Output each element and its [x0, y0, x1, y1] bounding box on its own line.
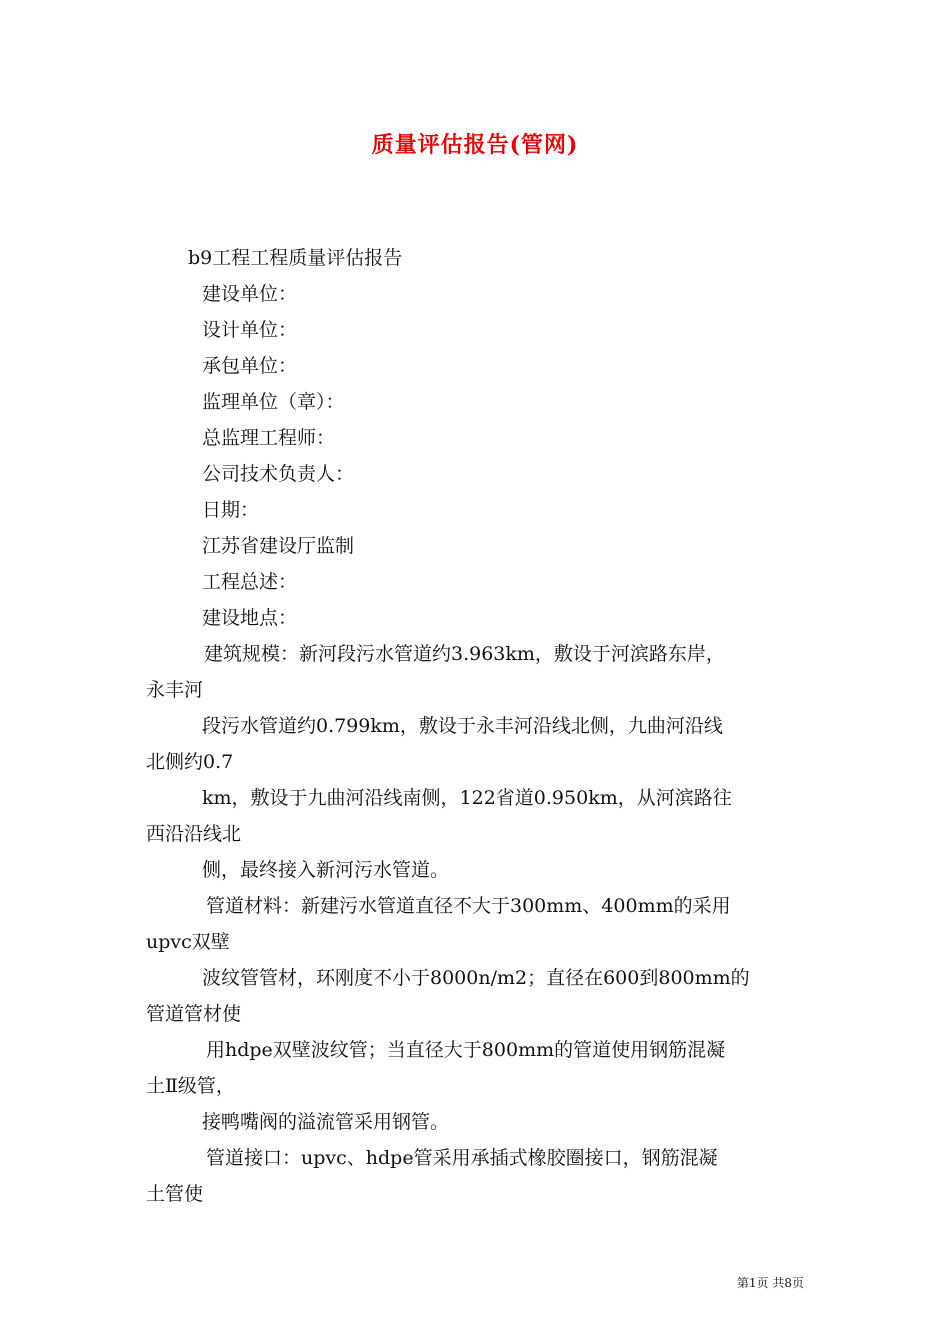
- document-title: 质量评估报告(管网): [371, 132, 579, 158]
- scale-paragraph-wrap: 永丰河: [146, 679, 204, 701]
- construction-unit-field: 建设单位：: [202, 283, 298, 305]
- design-unit-field: 设计单位：: [202, 319, 298, 341]
- material-paragraph-wrap: 管道管材使: [146, 1003, 242, 1025]
- document-body: [146, 240, 806, 1212]
- issuer-line: 江苏省建设厅监制: [202, 535, 355, 557]
- material-paragraph-wrap: upvc双壁: [146, 931, 230, 953]
- supervision-unit-field: 监理单位（章）：: [202, 391, 345, 413]
- chief-supervisor-field: 总监理工程师：: [202, 427, 336, 449]
- joint-paragraph-line: 管道接口：upvc、hdpe管采用承插式橡胶圈接口，钢筋混凝: [206, 1147, 718, 1169]
- material-paragraph-line: 用hdpe双壁波纹管；当直径大于800mm的管道使用钢筋混凝: [206, 1039, 726, 1061]
- scale-paragraph-wrap: 西沿沿线北: [146, 823, 242, 845]
- report-heading: b9工程工程质量评估报告: [188, 247, 403, 269]
- page-number: 第1页 共8页: [736, 1276, 804, 1290]
- contractor-unit-field: 承包单位：: [202, 355, 298, 377]
- project-overview-heading: 工程总述：: [202, 571, 298, 593]
- date-field: 日期：: [202, 499, 260, 521]
- scale-paragraph-line: 侧，最终接入新河污水管道。: [202, 859, 450, 881]
- technical-lead-field: 公司技术负责人：: [202, 463, 355, 485]
- material-paragraph-line: 管道材料：新建污水管道直径不大于300mm、400mm的采用: [206, 895, 731, 917]
- material-paragraph-wrap: 土Ⅱ级管，: [146, 1075, 235, 1097]
- scale-paragraph-wrap: 北侧约0.7: [146, 751, 234, 773]
- scale-paragraph-line: 段污水管道约0.799km，敷设于永丰河沿线北侧，九曲河沿线: [202, 715, 723, 737]
- scale-paragraph-line: 建筑规模：新河段污水管道约3.963km，敷设于河滨路东岸，: [204, 643, 725, 665]
- construction-site-field: 建设地点：: [202, 607, 298, 629]
- material-paragraph-line: 接鸭嘴阀的溢流管采用钢管。: [202, 1111, 450, 1133]
- scale-paragraph-line: km，敷设于九曲河沿线南侧，122省道0.950km，从河滨路往: [202, 787, 732, 809]
- material-paragraph-line: 波纹管管材，环刚度不小于8000n/m2；直径在600到800mm的: [202, 967, 750, 989]
- joint-paragraph-wrap: 土管使: [146, 1183, 204, 1205]
